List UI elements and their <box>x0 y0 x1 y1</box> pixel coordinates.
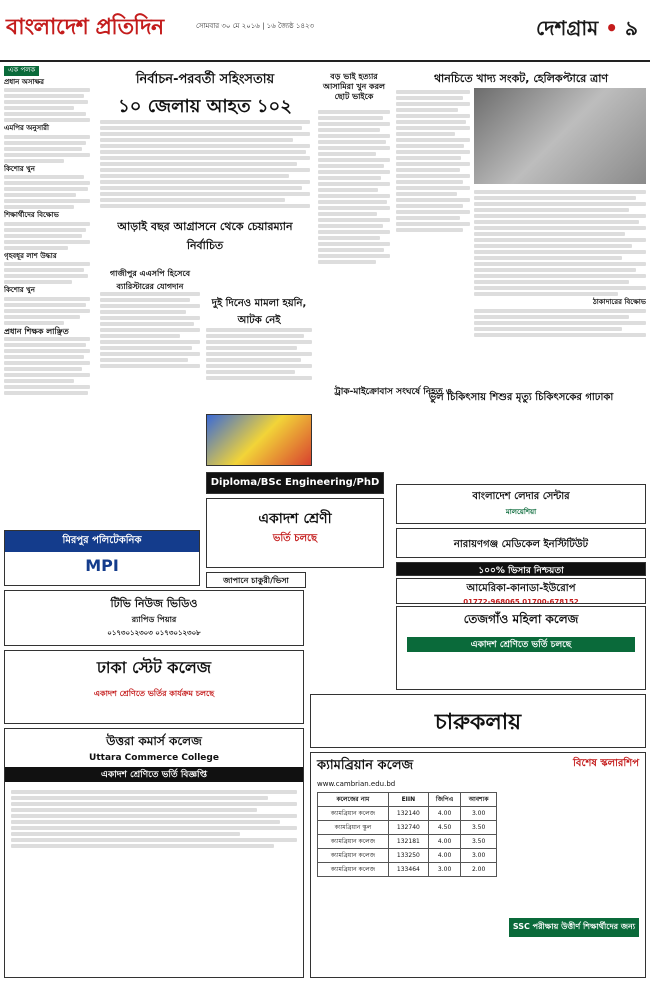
page-label <box>536 14 638 47</box>
uttara-ad <box>4 728 304 978</box>
case-headline: দুই দিনেও মামলা হয়নি, আটক নেই <box>211 298 307 326</box>
tejgaon-ad-subtitle: একাদশ শ্রেণিতে ভর্তি চলছে <box>407 637 635 652</box>
cambrian-title: ক্যামব্রিয়ান কলেজ <box>317 758 414 773</box>
brief-head: প্রধান শিক্ষক লাঞ্ছিত <box>4 326 69 336</box>
tv-ad-title: টিভি নিউজ ভিডিও <box>110 597 198 610</box>
charukola-ad-title: চারুকলায় <box>434 710 522 735</box>
brief-head: প্রধান অসাক্ষর <box>4 77 45 86</box>
mirpur-ad-title: মিরপুর পলিটেকনিক <box>5 531 199 552</box>
rapid-name: র‌্যাপিড পিয়ার <box>131 615 177 624</box>
table-row: ক্যামব্রিয়ান কলেজ 133464 3.00 2.00 <box>318 863 497 877</box>
japan-title: জাপানে চাকুরী/ভিসা <box>223 576 289 585</box>
uttara-title: উত্তরা কমার্স কলেজ <box>106 734 202 748</box>
case-story-body <box>206 326 312 410</box>
main-story-body <box>100 118 310 214</box>
dhaka-state-ad <box>4 650 304 724</box>
leather-ad <box>396 484 646 524</box>
scholarship-title: বিশেষ স্কলারশিপ <box>573 758 639 769</box>
dhaka-state-title: ঢাকা স্টেট কলেজ <box>96 658 212 677</box>
charukola-ad <box>310 694 646 748</box>
brief-tag: এক পলক <box>4 66 39 76</box>
mpi-logo: MPI <box>85 556 119 575</box>
small-ad <box>206 414 312 466</box>
visa-ad <box>396 562 646 576</box>
america-ad-title: আমেরিকা-কানাডা-ইউরোপ <box>466 583 576 594</box>
japan-ad <box>206 572 306 588</box>
brief-head: শিক্ষার্থীদের বিক্ষোভ <box>4 211 59 219</box>
news-photo <box>474 88 646 184</box>
dot-separator: • <box>605 16 619 40</box>
cambrian-table <box>317 792 497 877</box>
cambrian-ad <box>310 752 646 978</box>
side-story-body <box>318 108 390 378</box>
mid2-headline: গাজীপুর এএসপি হিসেবে ব্যারিস্টারের যোগদান <box>109 269 191 291</box>
truck-headline: ট্রাক-মাইক্রোবাস সংঘর্ষে নিহত ৩ <box>334 387 452 397</box>
right-story-body-2 <box>474 188 646 378</box>
table-header: EIIN <box>388 793 428 807</box>
america-ad <box>396 578 646 604</box>
hospital-headline: ভুল চিকিৎসায় শিশুর মৃত্যু চিকিৎসকের গাঢাকা <box>428 392 614 403</box>
narayanganj-ad-title: নারায়ণগঞ্জ মেডিকেল ইনস্টিটিউট <box>453 539 589 550</box>
table-header: আবশ্যক <box>461 793 497 807</box>
diploma-ad-title: Diploma/BSc Engineering/PhD <box>210 477 380 488</box>
main-subheadline: ১০ জেলায় আহত ১০২ <box>118 96 292 117</box>
narayanganj-ad <box>396 528 646 558</box>
cambrian-website: www.cambrian.edu.bd <box>317 780 396 788</box>
main-headline: নির্বাচন-পরবর্তী সহিংসতায় <box>135 72 275 87</box>
table-row: ক্যামব্রিয়ান কলেজ 133250 4.00 3.00 <box>318 849 497 863</box>
uttara-title-en: Uttara Commerce College <box>89 753 219 763</box>
masthead <box>0 0 650 62</box>
tejgaon-ad-title: তেজগাঁও মহিলা কলেজ <box>463 612 579 626</box>
brief-head: কিশোর খুন <box>4 164 35 173</box>
page-number: ৯ <box>625 16 638 40</box>
diploma-ad <box>206 472 384 494</box>
brief-head: কিশোর খুন <box>4 286 35 294</box>
tejgaon-ad <box>396 606 646 690</box>
ekadosh-ad <box>206 498 384 568</box>
rapid-phone: ০১৭৩০১২৩০৩ ০১৭৩০১২৩০৮ <box>107 629 201 637</box>
table-row: ক্যামব্রিয়ান স্কুল 132740 4.50 3.50 <box>318 821 497 835</box>
ekadosh-ad-subtitle: ভর্তি চলছে <box>272 533 318 544</box>
table-header: কলেজের নাম <box>318 793 389 807</box>
uttara-body <box>5 786 303 852</box>
left-brief-column <box>4 66 92 486</box>
mid2-story-body <box>100 290 200 410</box>
visa-ad-title: ১০০% ভিসার নিশ্চয়তা <box>478 566 564 576</box>
table-row: ক্যামব্রিয়ান কলেজ 132181 4.00 3.50 <box>318 835 497 849</box>
dhaka-state-subtitle: একাদশ শ্রেণিতে ভর্তির কার্যক্রম চলছে <box>93 689 215 698</box>
uttara-subtitle: একাদশ শ্রেণিতে ভর্তি বিজ্ঞপ্তি <box>5 767 303 782</box>
tv-ad <box>4 590 304 646</box>
right-headline: থানচিতে খাদ্য সংকট, হেলিকপ্টারে ত্রাণ <box>433 72 609 85</box>
mirpur-ad <box>4 530 200 586</box>
side-headline: বড় ভাই হত্যার আসামিরা খুন করল ছোট ভাইকে <box>323 72 385 101</box>
sub-headline: ঠাকাদারের বিক্ষোভ <box>593 298 646 306</box>
table-header: জিপিএ <box>428 793 460 807</box>
dateline: সোমবার ৩০ মে ২০১৬ | ১৬ জ্যৈষ্ঠ ১৪২৩ <box>196 22 315 30</box>
brief-head: এমপির অনুসারী <box>4 124 50 132</box>
table-row: ক্যামব্রিয়ান কলেজ 132140 4.00 3.00 <box>318 807 497 821</box>
page-section-name: দেশগ্রাম <box>535 16 599 40</box>
america-ad-phone: 01772-968065 01700-678152 <box>463 598 579 604</box>
brief-head: গৃহবধূর লাশ উদ্ধার <box>4 251 57 260</box>
right-story-body <box>396 88 470 378</box>
leather-ad-title: বাংলাদেশ লেদার সেন্টার <box>472 491 570 502</box>
ekadosh-ad-title: একাদশ শ্রেণী <box>258 511 332 527</box>
ssc-banner: SSC পরীক্ষায় উত্তীর্ণ শিক্ষার্থীদের জন্য <box>509 918 639 937</box>
malaysia-label: মালয়েশিয়া <box>505 508 537 516</box>
newspaper-logo: বাংলাদেশ প্রতিদিন <box>6 15 164 40</box>
mid-headline: আড়াই বছর আগ্রাসনে থেকে চেয়ারম্যান নির্বাচিত <box>117 220 293 252</box>
